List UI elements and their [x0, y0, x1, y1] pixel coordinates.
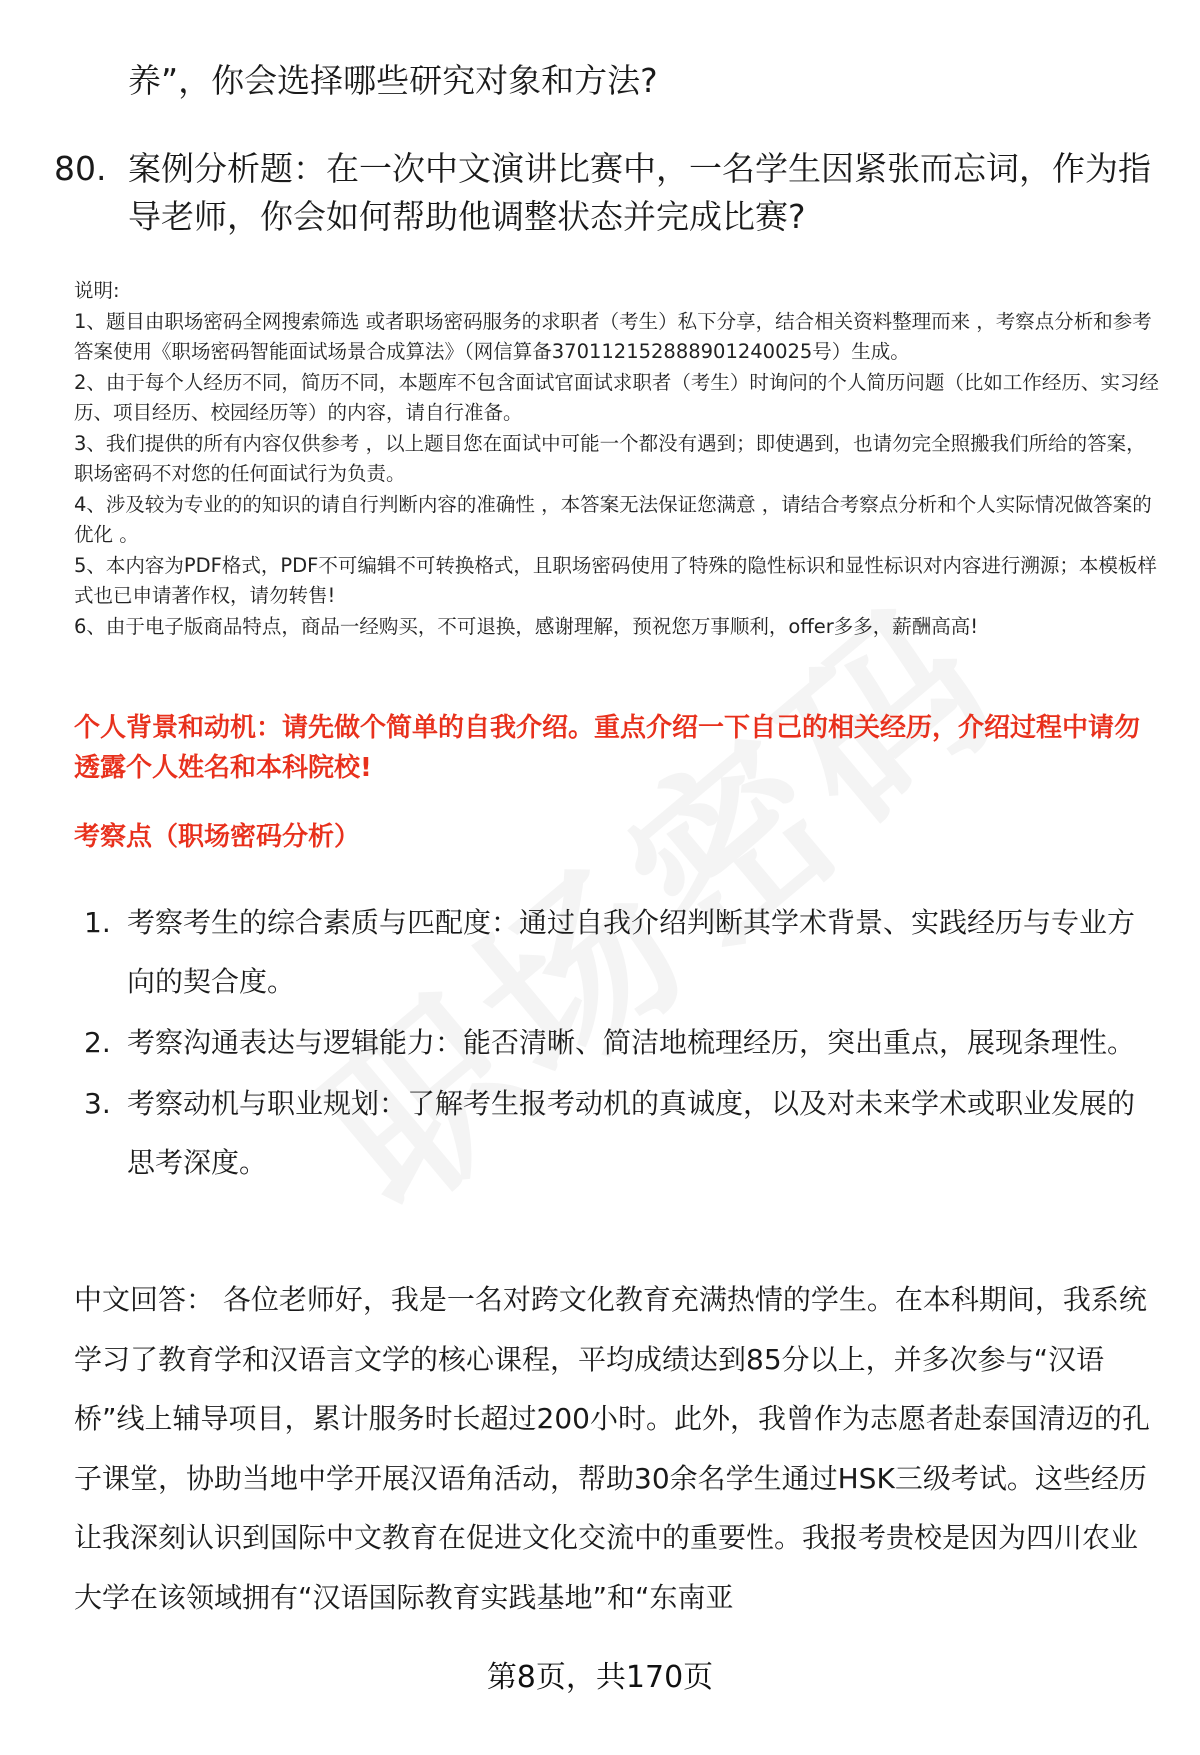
list-item-text: 考察沟通表达与逻辑能力：能否清晰、简洁地梳理经历，突出重点，展现条理性。 [127, 1026, 1136, 1059]
previous-question-tail: 养”，你会选择哪些研究对象和方法? [128, 61, 658, 100]
list-item-number: 3. [84, 1087, 111, 1120]
page-footer: 第8页，共170页 [486, 1660, 714, 1695]
list-item-number: 2. [84, 1026, 111, 1059]
note-item: 2、由于每个人经历不同，简历不同，本题库不包含面试官面试求职者（考生）时询问的个人简历问题（比如工作经历、实习经历、项目经历、校园经历等）的内容，请自行准备。 [74, 370, 1159, 424]
note-item: 3、我们提供的所有内容仅供参考 ，以上题目您在面试中可能一个都没有遇到；即使遇到，也请勿完全照搬我们所给的答案，职场密码不对您的任何面试行为负责。 [74, 431, 1146, 485]
note-item: 1、题目由职场密码全网搜索筛选 或者职场密码服务的求职者（考生）私下分享，结合相关资料整理而来 ，考察点分析和参考答案使用《职场密码智能面试场景合成算法》（网信算备370112152888901240025号）生成。 [74, 309, 1152, 363]
notes-title: 说明: [74, 279, 120, 302]
section-heading: 个人背景和动机：请先做个简单的自我介绍。重点介绍一下自己的相关经历，介绍过程中请勿透露个人姓名和本科院校! [74, 713, 1141, 783]
list-item [84, 1074, 1144, 1192]
list-item-number: 1. [84, 906, 111, 939]
notes-section [74, 276, 1164, 642]
question-number: 80. [54, 149, 107, 188]
note-item: 5、本内容为PDF格式，PDF不可编辑不可转换格式，且职场密码使用了特殊的隐性标识和显性标识对内容进行溯源；本模板样式也已申请著作权，请勿转售! [74, 553, 1157, 607]
list-item [84, 1013, 1144, 1072]
list-item-text: 考察考生的综合素质与匹配度：通过自我介绍判断其学术背景、实践经历与专业方向的契合度。 [127, 906, 1136, 998]
note-item: 4、涉及较为专业的的知识的请自行判断内容的准确性 ，本答案无法保证您满意 ，请结合考察点分析和个人实际情况做答案的优化 。 [74, 492, 1152, 546]
question-80 [54, 145, 1174, 241]
analysis-heading: 考察点（职场密码分析） [74, 822, 361, 852]
list-item-text: 考察动机与职业规划：了解考生报考动机的真诚度，以及对未来学术或职业发展的思考深度。 [127, 1087, 1136, 1179]
analysis-points [84, 893, 1144, 1194]
answer-paragraph: 中文回答： 各位老师好，我是一名对跨文化教育充满热情的学生。在本科期间，我系统学习了教育学和汉语言文学的核心课程，平均成绩达到85分以上，并多次参与“汉语桥”线上辅导项目，累计服务时长超过200小时。此外，我曾作为志愿者赴泰国清迈的孔子课堂，协助当地中学开展汉语角活动，帮助30余名学生通过HSK三级考试。这些经历让我深刻认识到国际中文教育在促进文化交流中的重要性。我报考贵校是因为四川农业大学在该领域拥有“汉语国际教育实践基地”和“东南亚 [74, 1283, 1150, 1614]
note-item: 6、由于电子版商品特点，商品一经购买，不可退换，感谢理解，预祝您万事顺利，offer多多，薪酬高高! [74, 614, 979, 638]
question-text: 案例分析题：在一次中文演讲比赛中，一名学生因紧张而忘词，作为指导老师，你会如何帮助他调整状态并完成比赛? [128, 149, 1151, 236]
list-item [84, 893, 1144, 1011]
